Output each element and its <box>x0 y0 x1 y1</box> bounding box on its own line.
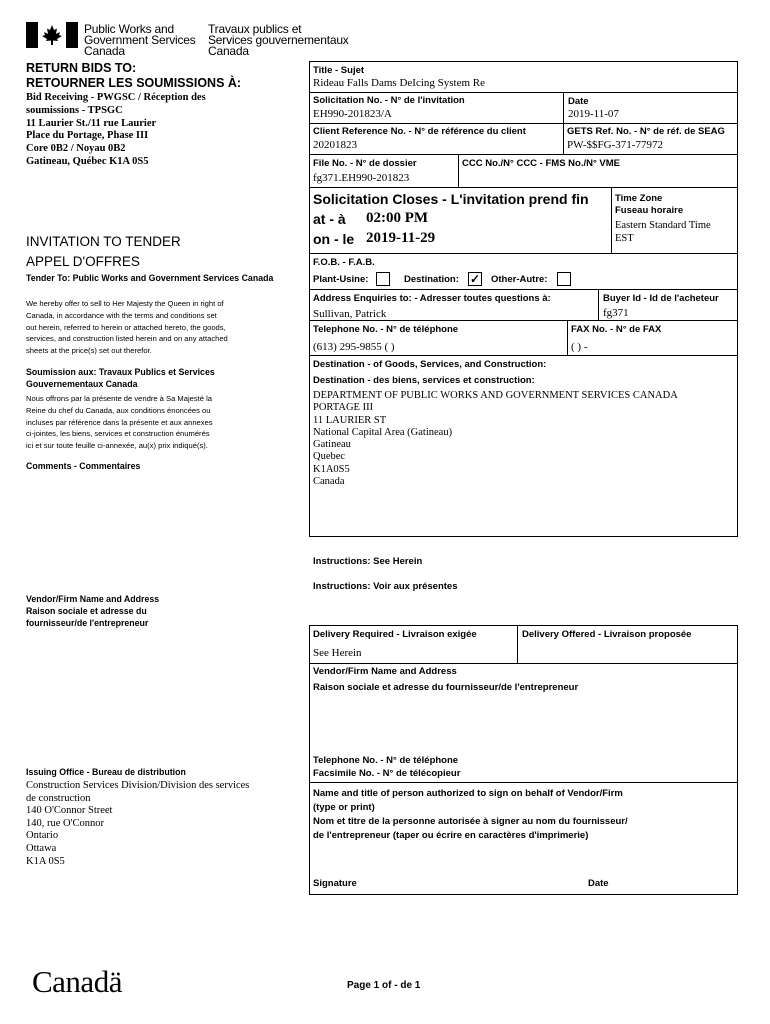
canada-wordmark: Canadä <box>32 964 122 999</box>
rule <box>563 92 564 154</box>
client-ref-label: Client Reference No. - N° de référence du client <box>313 126 526 137</box>
solicitation-value: EH990-201823/A <box>313 108 392 120</box>
header-en-line1: Public Works and <box>84 22 174 36</box>
return-address-line: Gatineau, Québec K1A 0S5 <box>26 155 149 167</box>
fax-value: ( ) - <box>571 341 588 353</box>
header-en-line2: Government Services <box>84 33 196 47</box>
header-fr-line3: Canada <box>208 44 249 58</box>
return-address-line: Core 0B2 / Noyau 0B2 <box>26 143 126 155</box>
authorized-line: de l'entrepreneur (taper ou écrire en caractères d'imprimerie) <box>313 830 589 841</box>
return-bids-title-fr: RETOURNER LES SOUMISSIONS À: <box>26 76 242 90</box>
date-value: 2019-11-07 <box>568 108 619 120</box>
vendor-facsimile-label: Facsimile No. - N° de télécopieur <box>313 768 461 779</box>
destination-line: DEPARTMENT OF PUBLIC WORKS AND GOVERNMENT SERVICES CANADA <box>313 390 678 401</box>
timezone-label-fr: Fuseau horaire <box>615 205 684 216</box>
soumission-text-line: Reine du chef du Canada, aux conditions énoncées ou <box>26 405 211 415</box>
return-address-line: Place du Portage, Phase III <box>26 130 149 142</box>
title-value: Rideau Falls Dams DeIcing System Re <box>313 77 486 89</box>
invitation-title <box>26 232 181 272</box>
authorized-line: Name and title of person authorized to sign on behalf of Vendor/Firm <box>313 788 623 799</box>
vendor-telephone-label: Telephone No. - N° de téléphone <box>313 755 459 766</box>
fax-label: FAX No. - N° de FAX <box>571 324 662 335</box>
return-bids-address <box>26 92 206 169</box>
tender-text-line: Canada, in accordance with the terms and conditions set <box>26 310 217 320</box>
address-enquiries-value: Sullivan, Patrick <box>313 308 387 320</box>
closes-at-label: at - à <box>313 211 346 227</box>
return-address-line: soumissions - TPSGC <box>26 104 123 116</box>
buyer-value: fg371 <box>603 307 629 319</box>
return-bids-title <box>26 61 241 91</box>
return-address-line: 11 Laurier St./11 rue Laurier <box>26 117 157 129</box>
authorized-line: (type or print) <box>313 802 375 813</box>
destination-label: Destination: <box>404 274 459 285</box>
destination-goods-label-fr: Destination - des biens, services et construction: <box>313 375 535 386</box>
destination-line: Quebec <box>313 451 346 463</box>
solicitation-label: Solicitation No. - N° de l'invitation <box>313 95 465 106</box>
invitation-title-en: INVITATION TO TENDER <box>26 234 181 249</box>
other-checkbox[interactable] <box>557 272 571 286</box>
address-enquiries-label: Address Enquiries to: - Adresser toutes questions à: <box>313 293 551 304</box>
header-fr-line1: Travaux publics et <box>208 22 302 36</box>
tender-text-line: services, and construction listed herein and on any attached <box>26 334 228 344</box>
issuing-line: Ontario <box>26 830 59 842</box>
timezone-label: Time Zone <box>615 193 663 204</box>
tender-text <box>26 298 286 357</box>
issuing-office-label: Issuing Office - Bureau de distribution <box>26 767 186 777</box>
rule <box>309 123 738 124</box>
closes-on-label: on - le <box>313 231 355 247</box>
file-label: File No. - N° de dossier <box>313 158 417 169</box>
ccc-label: CCC No./N° CCC - FMS No./N° VME <box>462 158 621 169</box>
rule <box>309 289 738 290</box>
gets-label: GETS Ref. No. - N° de réf. de SEAG <box>567 126 725 137</box>
destination-line: 11 LAURIER ST <box>313 414 387 426</box>
comments-label: Comments - Commentaires <box>26 461 141 471</box>
tender-text-line: sheets at the price(s) set out therefor. <box>26 346 152 356</box>
vendor-left-line: fournisseur/de l'entrepreneur <box>26 618 149 629</box>
telephone-value: (613) 295-9855 ( ) <box>313 341 395 353</box>
gets-value: PW-$$FG-371-77972 <box>567 139 663 151</box>
header-en <box>84 24 196 57</box>
instructions-en: Instructions: See Herein <box>313 556 423 567</box>
tender-text-line: We hereby offer to sell to Her Majesty the Queen in right of <box>26 299 224 308</box>
other-label: Other-Autre: <box>491 274 548 285</box>
timezone-abbr: EST <box>615 233 634 244</box>
rule <box>309 92 738 93</box>
plant-checkbox[interactable] <box>376 272 390 286</box>
vendor-left-line: Raison sociale et adresse du <box>26 606 147 617</box>
signature-date-label: Date <box>588 878 609 889</box>
issuing-line: K1A 0S5 <box>26 855 65 867</box>
destination-goods-label: Destination - of Goods, Services, and Construction: <box>313 359 547 370</box>
rule <box>309 663 738 664</box>
closes-on-value: 2019-11-29 <box>366 230 436 246</box>
title-label: Title - Sujet <box>313 65 365 76</box>
invitation-title-fr: APPEL D'OFFRES <box>26 254 140 269</box>
destination-line: Canada <box>313 476 345 488</box>
vendor-left-label <box>26 593 159 630</box>
rule <box>309 154 738 155</box>
rule <box>517 625 518 663</box>
soumission-aux: Soumission aux: Travaux Publics et Services Gouvernementaux Canada <box>26 367 215 389</box>
rule <box>309 253 738 254</box>
issuing-line: de construction <box>26 792 91 804</box>
delivery-offered-label[interactable]: Delivery Offered - Livraison proposée <box>522 629 692 640</box>
client-ref-value: 20201823 <box>313 139 357 151</box>
fob-label: F.O.B. - F.A.B. <box>313 257 375 268</box>
destination-line: PORTAGE III <box>313 402 374 414</box>
issuing-line: 140 O'Connor Street <box>26 805 113 817</box>
destination-line: National Capital Area (Gatineau) <box>313 426 453 438</box>
rule <box>309 782 738 783</box>
header-fr-line2: Services gouvernementaux <box>208 33 349 47</box>
delivery-required-value: See Herein <box>313 647 362 659</box>
rule <box>309 355 738 356</box>
page-number: Page 1 of - de 1 <box>347 980 421 991</box>
vendor-name-label: Vendor/Firm Name and Address <box>313 666 457 677</box>
destination-line: K1A0S5 <box>313 463 350 475</box>
issuing-line: Construction Services Division/Division des services <box>26 780 250 791</box>
issuing-office-address <box>26 780 249 868</box>
return-bids-title-en: RETURN BIDS TO: <box>26 61 137 75</box>
closes-at-value: 02:00 PM <box>366 210 429 226</box>
authorized-line: Nom et titre de la personne autorisée à signer au nom du fournisseur/ <box>313 816 628 827</box>
issuing-line: Ottawa <box>26 842 57 854</box>
rule <box>309 320 738 321</box>
destination-address <box>313 390 678 488</box>
file-value: fg371.EH990-201823 <box>313 172 410 184</box>
soumission-text-line: incluses par référence dans la présente et aux annexes <box>26 417 213 427</box>
plant-label: Plant-Usine: <box>313 274 369 285</box>
tender-to: Tender To: Public Works and Government Services Canada <box>26 273 274 283</box>
rule <box>458 154 459 187</box>
vendor-name-label-fr: Raison sociale et adresse du fournisseur/de l'entrepreneur <box>313 682 579 693</box>
delivery-required-label: Delivery Required - Livraison exigée <box>313 629 477 640</box>
canada-flag-icon <box>26 22 78 48</box>
rule <box>567 320 568 355</box>
header-fr <box>208 24 349 57</box>
tender-text-line: out herein, referred to herein or attached hereto, the goods, <box>26 322 226 332</box>
soumission-text-line: ci-jointes, les biens, services et construction énumérés <box>26 429 210 439</box>
header-en-line3: Canada <box>84 44 125 58</box>
rule <box>309 187 738 188</box>
soumission-text-line: Nous offrons par la présente de vendre à Sa Majesté la <box>26 394 213 403</box>
destination-checkbox[interactable]: ✓ <box>469 272 481 286</box>
instructions-fr: Instructions: Voir aux présentes <box>313 581 458 592</box>
rule <box>598 289 599 320</box>
signature-label: Signature <box>313 878 357 889</box>
vendor-left-line: Vendor/Firm Name and Address <box>26 594 160 604</box>
destination-line: Gatineau <box>313 439 351 451</box>
authorized-person-label <box>313 787 628 843</box>
soumission-text <box>26 393 286 452</box>
timezone-value: Eastern Standard Time <box>615 220 711 231</box>
closes-heading: Solicitation Closes - L'invitation prend fin <box>313 191 589 207</box>
issuing-line: 140, rue O'Connor <box>26 817 105 829</box>
date-label: Date <box>568 96 589 107</box>
buyer-label: Buyer Id - Id de l'acheteur <box>603 293 719 304</box>
rule <box>611 187 612 253</box>
return-address-line: Bid Receiving - PWGSC / Réception des <box>26 92 206 103</box>
soumission-text-line: ici et sur toute feuille ci-annexée, au(x) prix indiqué(s). <box>26 441 208 451</box>
telephone-label: Telephone No. - N° de téléphone <box>313 324 459 335</box>
